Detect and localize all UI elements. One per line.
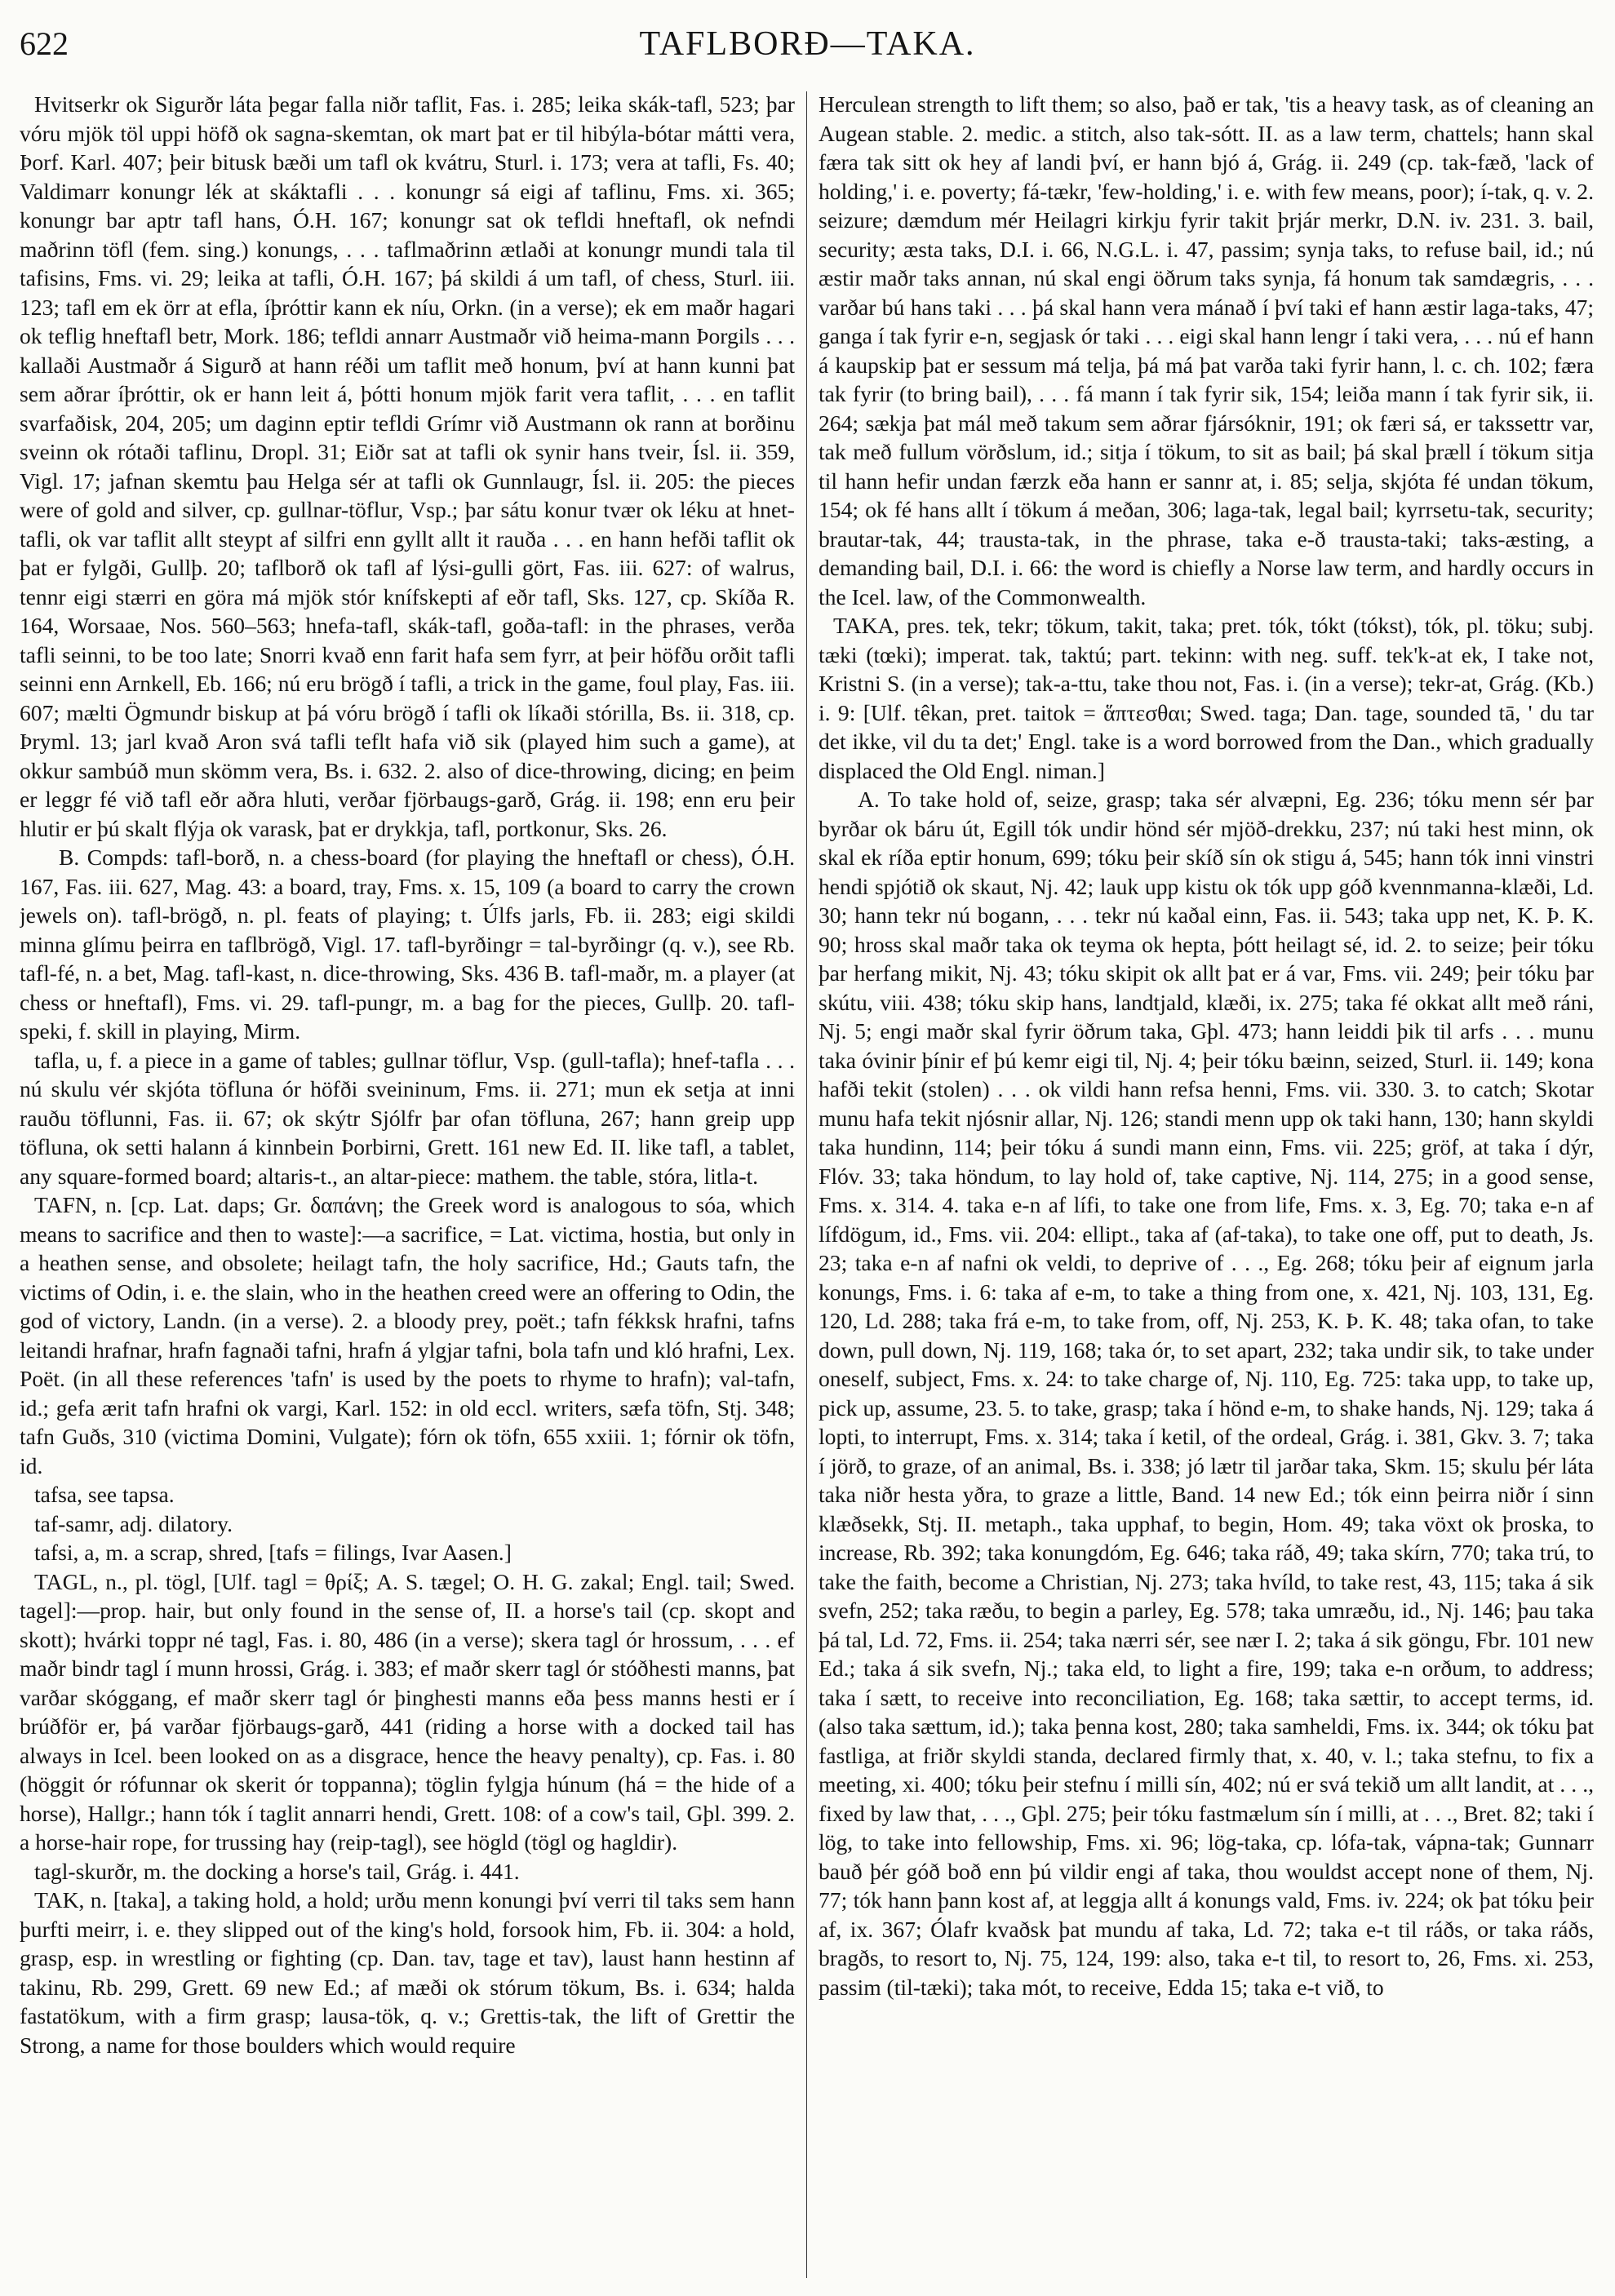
entry-tak-continued: Herculean strength to lift them; so also, það er tak, 'tis a heavy task, as of cleaning an Augean stable. 2. medic. a stitch, also tak-sótt. II. as a law term, chattels; hann skal færa tak sitt ok hey af landi því, er hann bjó á, Grág. ii. 249 (cp. tak-fæð, 'lack of holding,' i. e. poverty; fá-tækr, 'few-holding,' i. e. with few means, poor); í-tak, q. v. 2. seizure; dæmdum mér Heilagri kirkju fyrir takit þrjár merkr, D.N. iv. 231. 3. bail, security; æsta taks, D.I. i. 66, N.G.L. i. 47, passim; synja taks, to refuse bail, id.; nú æstir maðr taks annan, nú skal engi öðrum taks synja, fá honum tak samdægris, . . . varðar bú hans taki . . . þá skal hann vera mánað í því taki ef hann æstir laga-taks, 47; ganga í tak fyrir e-n, segjask ór taki . . . eigi skal hann lengr í taki vera, . . . nú ef hann á kaupskip þat er sessum má telja, þá má þat varða taki fyrir hann, l. c. ch. 102; færa tak fyrir (to bring bail), . . . fá mann í tak fyrir sik, 154; leiða mann í tak fyrir sik, ii. 264; sækja þat mál með takum sem aðrar fjársóknir, 191; ok færi sá, er takssettr var, tak með fullum vörðslum, id.; sitja í tökum, to sit as bail; þá skal þræll í tökum sitja til hann hefir undan færzk eða hann er sannr at, i. 85; selja, skjóta fé undan tökum, 154; ok fé hans allt í tökum á meðan, 306; laga-tak, legal bail; kyrrsetu-tak, security; brautar-tak, 44; trausta-tak, in the phrase, taka e-ð trausta-taki; taks-æsting, a demanding bail, D.I. i. 66: the word is chiefly a Norse law term, and hardly occurs in the Icel. law, of the Commonwealth. bbox=[819, 91, 1594, 609]
entry-tagl: TAGL, n., pl. tögl, [Ulf. tagl = θρίξ; A. S. tægel; O. H. G. zakal; Engl. tail; Swed. tagel]:—prop. hair, but only found in the sense of, II. a horse's tail (cp. skopt and skott); hvárki toppr né tagl, Fas. i. 80, 486 (in a verse); skera tagl ór hrossum, . . . ef maðr bindr tagl í munn hrossi, Grág. i. 383; ef maðr skerr tagl ór stóðhesti manns, þat varðar skóggang, ef maðr skerr tagl ór þinghesti manns eða þess manns hesti er í brúðför er, þá varðar fjörbaugs-garð, 441 (riding a horse with a docked tail has always in Icel. been looked on as a disgrace, hence the heavy penalty), cp. Fas. i. 80 (höggit ór rófunnar ok skerit ór toppanna); töglin fylgja húnum (há = the hide of a horse), Hallgr.; hann tók í taglit annarri hendi, Grett. 108: of a cow's tail, Gþl. 399. 2. a horse-hair rope, for trussing hay (reip-tagl), see högld (tögl og hagldir). bbox=[20, 1568, 795, 1855]
entry-taka-section-a: A. To take hold of, seize, grasp; taka sér alvæpni, Eg. 236; tóku menn sér þar byrðar ok báru út, Egill tók undir hönd sér mjöð-drekku, 237; nú taki hest minn, ok skal ek ríða eptir honum, 699; tóku þeir skíð sín ok stigu á, 545; hann tók inni vinstri hendi spjótið ok skaut, Nj. 42; lauk upp kistu ok tók upp góð kvennmanna-klæði, Ld. 30; hann tekr nú bogann, . . . tekr nú kaðal einn, Fas. ii. 543; taka upp net, K. Þ. K. 90; hross skal maðr taka ok teyma ok hepta, þótt heilagt sé, id. 2. to seize; þeir tóku þar herfang mikit, Nj. 43; tóku skipit ok allt þat er á var, Fms. vii. 249; þeir tóku þar skútu, viii. 438; tóku skip hans, landtjald, klæði, ix. 275; taka fé okkat allt með ráni, Nj. 5; engi maðr skal fyrir öðrum taka, Gþl. 473; hann leiddi þik til arfs . . . munu taka óvinir þínir ef þú kemr eigi til, Nj. 4; þeir tóku bæinn, seized, Sturl. ii. 149; kona hafði tekit (stolen) . . . ok vildi hann refsa henni, Fms. vii. 330. 3. to catch; Skotar munu hafa tekit njósnir allar, Nj. 126; standi menn upp ok taki hann, 130; hann skyldi taka hundinn, 114; þeir tóku á sundi mann einn, Fms. vii. 225; gröf, at taka í dýr, Flóv. 33; taka höndum, to lay hold of, take captive, Nj. 114, 275; in a good sense, Fms. x. 314. 4. taka e-n af lífi, to take one from life, Fms. x. 3, Eg. 70; taka e-n af lífdögum, id., Fms. vii. 204: ellipt., taka af (af-taka), to take one off, put to death, Js. 23; taka e-n af nafni ok veldi, to deprive of . . ., Eg. 268; tóku þeir af eignum jarla konungs, Fms. i. 6: taka af e-m, to take a thing from one, x. 421, Nj. 103, 131, Eg. 120, Ld. 288; taka frá e-m, to take from, off, Nj. 253, K. Þ. K. 48; taka ofan, to take down, pull down, Nj. 119, 168; taka ór, to set apart, 232; taka undir sik, to take under oneself, subject, Fms. x. 24: to take charge of, Nj. 110, Eg. 725: taka upp, to take up, pick up, assume, 23. 5. to take, grasp; taka í hönd e-m, to shake hands, Nj. 129; taka á lopti, to interrupt, Fms. x. 314; taka í ketil, of the ordeal, Grág. i. 381, Gkv. 3. 7; taka í jörð, to graze, of an animal, Bs. i. 338; jó lætr til jarðar taka, Skm. 15; skulu þér láta taka niðr hesta yðra, to graze a little, Band. 14 new Ed.; tók einn þeirra niðr í sinn klæðsekk, Stj. II. metaph., taka upphaf, to begin, Hom. 49; taka vöxt ok þroska, to increase, Rb. 392; taka konungdóm, Eg. 646; taka ráð, 49; taka skírn, 770; taka trú, to take the faith, become a Christian, Nj. 273; taka hvíld, to take rest, 43, 115; taka á sik svefn, 252; taka ræðu, to begin a parley, Eg. 578; taka umræðu, id., Nj. 146; þau taka þá tal, Ld. 72, Fms. ii. 254; taka nærri sér, see nær I. 2; taka á sik göngu, Fbr. 101 new Ed.; taka á sik svefn, Nj.; taka eld, to light a fire, 199; taka e-n orðum, to address; taka í sætt, to receive into reconciliation, Eg. 168; taka sættir, to accept terms, id. (also taka sættum, id.); taka þenna kost, 280; taka samheldi, Fms. ix. 344; ok tóku þat fastliga, at friðr skyldi standa, declared firmly that, x. 40, v. l.; taka stefnu, to fix a meeting, xi. 400; tóku þeir stefnu í milli sín, 402; nú er svá tekið um allt landit, at . . ., fixed by law that, . . ., Gþl. 275; þeir tóku fastmælum sín í milli, at . . ., Bret. 82; taki í lög, to take into fellowship, Fms. xi. 96; lög-taka, cp. lófa-tak, vápna-tak; Gunnarr bauð þér góð boð enn þú vildir engi af taka, thou wouldst accept none of them, Nj. 77; tók hann þann kost af, at leggja allt á konungs vald, Fms. iv. 224; ok þat tóku þeir af, ix. 367; Ólafr kvaðsk þat mundu af taka, Ld. 72; taka e-t til ráðs, or taka ráðs, bragðs, to resort to, Nj. 75, 124, 199: also, taka e-t til, to resort to, 26, Fms. xi. 253, passim (til-tæki); taka mót, to receive, Edda 15; taka e-t við, to bbox=[819, 787, 1594, 2000]
entry-tagl-skurdr: tagl-skurðr, m. the docking a horse's tail, Grág. i. 441. bbox=[34, 1858, 520, 1884]
entry-taka: TAKA, pres. tek, tekr; tökum, takit, taka; pret. tók, tókt (tókst), tók, pl. töku; subj. tæki (tœki); imperat. tak, taktú; part. tekinn: with neg. suff. tek'k-at ek, I take not, Kristni S. (in a verse); tak-a-ttu, take thou not, Fas. i. (in a verse); tekr-at, Grág. (Kb.) i. 9: [Ulf. têkan, pret. taitok = ἅπτεσθαι; Swed. taga; Dan. tage, sounded tā, ' du tar det ikke, vil du ta det;' Engl. take is a word borrowed from the Dan., which gradually displaced the Old Engl. niman.] bbox=[819, 613, 1594, 783]
entry-tak: TAK, n. [taka], a taking hold, a hold; urðu menn konungi því verri til taks sem hann þurfti meirr, i. e. they slipped out of the king's hold, forsook him, Fb. ii. 304: a hold, grasp, esp. in wrestling or fighting (cp. Dan. tav, tage et tav), laust hann hestinn af takinu, Rb. 299, Grett. 69 new Ed.; af mæði ok stórum tökum, Bs. i. 634; halda fastatökum, with a firm grasp; lausa-tök, q. v.; Grettis-tak, the lift of Grettir the Strong, a name for those boulders which would require bbox=[20, 1887, 795, 2058]
entry-tafl-continued: Hvitserkr ok Sigurðr láta þegar falla niðr taflit, Fas. i. 285; leika skák-tafl, 523; þar vóru mjök töl uppi höfð ok sagna-skemtan, ok mart þat er til hibýla-bótar mátti vera, Þorf. Karl. 407; þeir bitusk bæði um tafl ok kvátru, Sturl. i. 173; vera at tafli, Fs. 40; Valdimarr konungr lék at skáktafli . . . konungr sá eigi af taflinu, Fms. xi. 365; konungr bar aptr tafl hans, Ó.H. 167; konungr sat ok tefldi hneftafl, ok nefndi maðrinn töfl (fem. sing.) konungs, . . . taflmaðrinn ætlaði at konungr mundi tala til tafisins, Fms. vi. 29; leika at tafli, Ó.H. 167; þá skildi á um tafl, of chess, Sturl. iii. 123; tafl em ek örr at efla, íþróttir kann ek níu, Orkn. (in a verse); ek em maðr hagari ok teflig hneftafl betr, Mork. 186; tefldi annarr Austmaðr við heima-mann Þorgils . . . kallaði Austmaðr á Sigurð at hann réði um taflit með honum, því at hann kunni þat sem aðrar íþróttir, ok er hann leit á, þótti honum mjök farit vera taflit, . . . en taflit svarfaðisk, 204, 205; um daginn eptir tefldi Grímr við Austmann ok rann at borðinu sveinn ok rótaði taflinu, Dropl. 31; Eiðr sat at tafli ok synir hans tveir, Ísl. ii. 359, Vigl. 17; jafnan skemtu þau Helga sér at tafli ok Gunnlaugr, Ísl. ii. 205: the pieces were of gold and silver, cp. gullnar-töflur, Vsp.; þar sátu konur tvær ok léku at hnet-tafli, ok var taflit allt steypt af silfri enn gyllt allt it rauða . . . en hann hefði taflit ok þat er fylgði, Gullþ. 20; taflborð ok tafl af lýsi-gulli gört, Fas. iii. 627: of walrus, tennr eigi stærri en göra má mjök stór knífskepti af eðr tafl, Sks. 127, cp. Skíða R. 164, Worsaae, Nos. 560–563; hnefa-tafl, skák-tafl, goða-tafl: in the phrases, verða tafli seinni, to be too late; Snorri kvað enn farit hafa sem fyrr, at þeir höfðu orðit tafli seinni enn Arnkell, Eb. 166; nú eru brögð í tafli, a trick in the game, foul play, Fas. iii. 607; mælti Ögmundr biskup at þá vóru brögð í tafli ok líkaði stórilla, Bs. ii. 318, cp. Þryml. 13; jarl kvað Aron svá tafli teflt hafa við sik (played him such a game), at okkur sambúð mun skömm vera, Bs. i. 632. 2. also of dice-throwing, dicing; en þeim er leggr fé við tafl eðr aðra hluti, verðar fjörbaugs-garð, Grág. ii. 198; enn eru þeir hlutir er þú skalt flýja ok varask, þat er drykkja, tafl, portkonur, Sks. 26. bbox=[20, 91, 795, 841]
entry-tafl-compounds: B. Compds: tafl-borð, n. a chess-board (for playing the hneftafl or chess), Ó.H. 167, Fas. iii. 627, Mag. 43: a board, tray, Fms. x. 15, 109 (a board to carry the crown jewels on). tafl-brögð, n. pl. feats of playing; t. Úlfs jarls, Fb. ii. 283; eigi skildi minna glímu þeirra en taflbrögð, Vigl. 17. tafl-byrðingr = tal-byrðingr (q. v.), see Rb. tafl-fé, n. a bet, Mag. tafl-kast, n. dice-throwing, Sks. 436 B. tafl-maðr, m. a player (at chess or hneftafl), Fms. vi. 29. tafl-pungr, m. a bag for the pieces, Gullþ. 20. tafl-speki, f. skill in playing, Mirm. bbox=[20, 844, 795, 1044]
right-column bbox=[819, 90, 1594, 2276]
left-column bbox=[20, 90, 795, 2276]
column-divider bbox=[806, 91, 807, 2278]
entry-tafn: TAFN, n. [cp. Lat. daps; Gr. δαπάνη; the Greek word is analogous to sóa, which means to sacrifice and then to waste]:—a sacrifice, = Lat. victima, hostia, but only in a heathen sense, and obsolete; heilagt tafn, the holy sacrifice, Hd.; Gauts tafn, the victims of Odin, i. e. the slain, who in the heathen creed were an offering to Odin, the god of victory, Landn. (in a verse). 2. a bloody prey, poët.; tafn fékksk hrafni, tafns leitandi hrafnar, hrafn fagnaði tafni, hrafn á ylgjar tafni, bola tafn und kló hrafni, Lex. Poët. (in all these references 'tafn' is used by the poets to rhyme to hrafn); val-tafn, id.; gefa ærit tafn hrafni ok vargi, Karl. 152: in old eccl. writers, sæfa töfn, Stj. 348; tafn Guðs, 310 (victima Domini, Vulgate); fórn ok töfn, 655 xxiii. 1; fórnir ok töfn, id. bbox=[20, 1192, 795, 1478]
entry-tafsa: tafsa, see tapsa. bbox=[34, 1482, 175, 1507]
running-head: TAFLBORÐ—TAKA. bbox=[639, 25, 976, 63]
entry-tafla: tafla, u, f. a piece in a game of tables; gullnar töflur, Vsp. (gull-tafla); hnef-tafla . . . nú skulu vér skjóta töfluna ór höfði sveininum, Fms. ii. 271; mun ek setja at inni rauðu töflunni, Fas. ii. 67; ok skýtr Sjólfr þar ofan töfluna, 267; hann greip upp töfluna, ok setti halann á kinnbein Þorbirni, Grett. 161 new Ed. II. like tafl, a tablet, any square-formed board; altaris-t., an altar-piece: mathem. the table, stóra, litla-t. bbox=[20, 1047, 795, 1189]
entry-taf-samr: taf-samr, adj. dilatory. bbox=[34, 1510, 233, 1536]
page-number: 622 bbox=[20, 25, 69, 62]
page-header bbox=[0, 24, 1615, 73]
entry-tafsi: tafsi, a, m. a scrap, shred, [tafs = filings, Ivar Aasen.] bbox=[34, 1540, 512, 1565]
